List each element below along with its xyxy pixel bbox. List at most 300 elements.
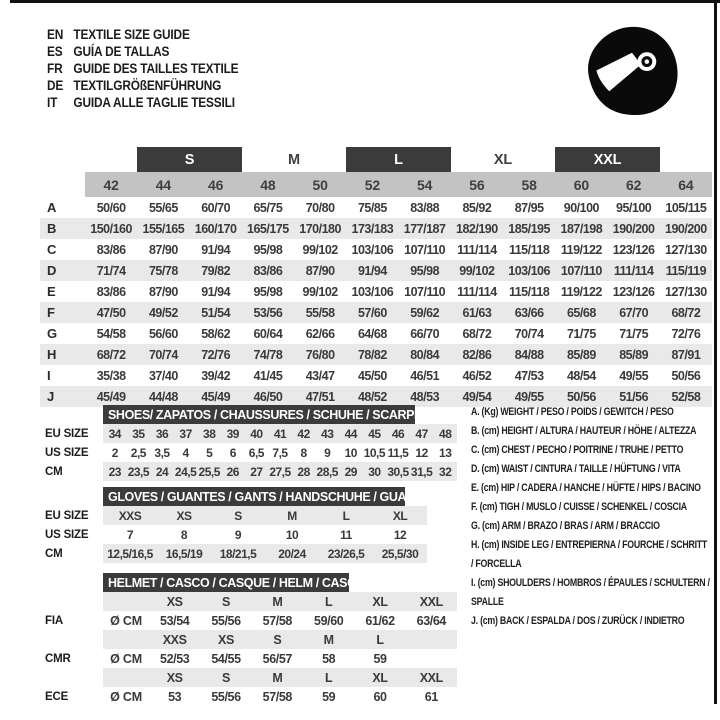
table-cell: 63/66 (514, 305, 544, 320)
table-cell: 47 (415, 426, 428, 441)
legend-item: D. (cm) WAIST / CINTURA / TAILLE / HÜFTUNG / VITA (471, 463, 681, 475)
table-cell: 53/56 (253, 305, 283, 320)
table-cell: 115/119 (665, 263, 707, 278)
row-label (45, 592, 103, 611)
row-letter: C (47, 242, 57, 257)
table-cell: 50/60 (96, 200, 126, 215)
diameter-cell: Ø CM (110, 651, 142, 666)
table-cell: 91/94 (201, 284, 231, 299)
table-cell: 57/58 (262, 689, 292, 704)
bottom-tables (45, 405, 457, 712)
table-cell: 111/114 (457, 284, 497, 299)
table-cell: 103/106 (351, 242, 394, 257)
table-cell: 71/75 (619, 326, 649, 341)
table-cell: 59 (373, 651, 387, 666)
size-number: 60 (573, 176, 589, 193)
table-cell: 55/56 (211, 689, 241, 704)
row-label: CMR (45, 652, 71, 665)
table-cell: 85/89 (619, 347, 649, 362)
table-cell: S (234, 508, 242, 523)
table-cell: 13 (439, 445, 452, 460)
language-code: DE (47, 78, 64, 93)
row-letter: F (47, 305, 55, 320)
legend-item: B. (cm) HEIGHT / ALTURA / HAUTEUR / HÖHE / ALTEZZA (471, 425, 697, 437)
size-group-xxl: XXL (555, 147, 660, 172)
table-cell: 83/86 (96, 284, 126, 299)
table-cell: 7 (126, 527, 134, 542)
table-cell: 38 (203, 426, 216, 441)
table-cell: 30 (368, 464, 381, 479)
table-cell: 95/98 (253, 284, 283, 299)
size-label-cell: XS (218, 632, 234, 647)
textile-rows (40, 197, 712, 407)
language-code: FR (47, 61, 63, 76)
table-cell: 9 (324, 445, 331, 460)
table-row (45, 506, 457, 525)
table-cell: 47/50 (96, 305, 126, 320)
table-cell: 3,5 (154, 445, 170, 460)
table-cell: 48/52 (357, 389, 387, 404)
table-cell: 160/170 (194, 221, 237, 236)
table-cell: 127/130 (665, 284, 707, 299)
table-row (45, 462, 457, 481)
table-cell: 72/76 (201, 347, 231, 362)
table-row (45, 544, 457, 563)
table-cell: 107/110 (404, 284, 446, 299)
language-row (47, 43, 238, 60)
table-cell: 9 (234, 527, 242, 542)
helmet-value-row (45, 687, 457, 706)
table-cell: 24,5 (174, 464, 197, 479)
table-cell: 18/21,5 (219, 546, 257, 561)
table-cell: 173/183 (351, 221, 394, 236)
table-cell: 46 (391, 426, 405, 441)
diameter-cell: Ø CM (110, 613, 142, 628)
row-band (103, 544, 427, 563)
size-label-cell: XXL (419, 594, 443, 609)
size-number: 56 (469, 176, 485, 193)
language-row (47, 26, 238, 43)
size-label-cell: M (272, 670, 283, 685)
table-cell: 53 (168, 689, 182, 704)
table-cell: 85/92 (462, 200, 492, 215)
table-cell: 79/82 (201, 263, 231, 278)
table-cell: 119/122 (560, 284, 602, 299)
row-band (103, 424, 457, 443)
table-cell: 25,5 (198, 464, 220, 479)
table-cell: 26 (226, 464, 239, 479)
table-cell: 54/55 (211, 651, 241, 666)
table-cell: 61 (424, 689, 438, 704)
size-label-cell: S (222, 594, 230, 609)
table-cell: 91/94 (357, 263, 387, 278)
size-number: 54 (417, 176, 433, 193)
table-cell: 8 (300, 445, 307, 460)
legend-item: H. (cm) INSIDE LEG / ENTREPIERNA / FOURCHE / SCHRITT / FORCELLA (471, 539, 708, 570)
row-label: CM (45, 547, 63, 560)
table-cell: 52/58 (671, 389, 701, 404)
table-cell: 51/54 (201, 305, 231, 320)
table-cell: 65/68 (566, 305, 596, 320)
table-cell: 2 (111, 445, 118, 460)
language-title-list (47, 26, 238, 111)
table-cell: 51/56 (619, 389, 649, 404)
table-cell: 85/89 (566, 347, 596, 362)
size-label-cell: L (376, 632, 384, 647)
table-cell: 50/56 (671, 368, 701, 383)
table-cell: 53/54 (160, 613, 190, 628)
shoes-table-title: SHOES/ ZAPATOS / CHAUSSURES / SCHUHE / SCARPE (103, 405, 415, 424)
table-cell: 29 (344, 464, 357, 479)
table-cell: 59/60 (314, 613, 344, 628)
table-cell: 41 (273, 426, 287, 441)
size-label-cell: M (323, 632, 334, 647)
numeric-size-band (85, 172, 712, 197)
table-cell: 44/48 (148, 389, 178, 404)
helmet-value-row (45, 611, 457, 630)
table-cell: 190/200 (665, 221, 707, 236)
table-cell: 99/102 (302, 284, 338, 299)
row-letter: E (47, 284, 56, 299)
table-cell: 8 (180, 527, 188, 542)
table-row (40, 218, 712, 239)
table-cell: 37 (179, 426, 192, 441)
table-cell: 46/52 (462, 368, 492, 383)
table-cell: 75/85 (357, 200, 387, 215)
table-row (40, 323, 712, 344)
table-cell: 50/56 (566, 389, 596, 404)
table-cell: 68/72 (462, 326, 492, 341)
table-cell: 87/91 (671, 347, 701, 362)
table-cell: 49/52 (148, 305, 178, 320)
helmet-value-row (45, 649, 457, 668)
table-cell: 95/98 (253, 242, 283, 257)
measurement-legend (471, 403, 711, 631)
table-cell: 70/80 (305, 200, 335, 215)
size-number: 62 (626, 176, 642, 193)
table-row (45, 525, 457, 544)
table-row (45, 424, 457, 443)
legend-item: G. (cm) ARM / BRAZO / BRAS / ARM / BRACCIO (471, 520, 660, 532)
table-row (40, 344, 712, 365)
table-cell: 84/88 (514, 347, 544, 362)
row-label: EU SIZE (45, 509, 89, 522)
table-cell: 49/55 (514, 389, 544, 404)
language-code: IT (47, 95, 58, 110)
helmet-rows (45, 592, 457, 706)
row-letter: B (47, 221, 57, 236)
table-cell: 75/78 (148, 263, 178, 278)
table-row (40, 302, 712, 323)
table-cell: 60/64 (253, 326, 283, 341)
table-cell: 87/90 (148, 242, 178, 257)
table-cell: 63/64 (416, 613, 446, 628)
table-cell: 43 (321, 426, 334, 441)
helmet-table-title: HELMET / CASCO / CASQUE / HELM / CASCO (103, 573, 349, 592)
table-cell: 54/58 (96, 326, 126, 341)
table-cell: 55/65 (148, 200, 178, 215)
table-cell: 71/75 (566, 326, 596, 341)
table-cell: 64/68 (357, 326, 387, 341)
table-cell: 60 (373, 689, 387, 704)
table-cell: 83/88 (410, 200, 440, 215)
size-number: 52 (364, 176, 380, 193)
table-cell: 155/165 (142, 221, 185, 236)
row-letter: I (47, 368, 51, 383)
row-label: ECE (45, 690, 69, 703)
table-cell: 35/38 (96, 368, 126, 383)
row-band (103, 462, 457, 481)
table-cell: 43/47 (305, 368, 335, 383)
table-cell: 55/56 (211, 613, 241, 628)
table-row (40, 197, 712, 218)
table-cell: 61/63 (462, 305, 492, 320)
size-number: 50 (312, 176, 328, 193)
table-cell: 87/95 (514, 200, 544, 215)
table-cell: XXS (118, 508, 142, 523)
row-label: US SIZE (45, 528, 89, 541)
table-cell: 45 (368, 426, 381, 441)
size-label-cell: XS (166, 670, 183, 685)
table-cell: 24 (155, 464, 169, 479)
table-cell: 45/49 (201, 389, 231, 404)
table-cell: 47/53 (514, 368, 544, 383)
table-cell: 80/84 (410, 347, 440, 362)
language-row (47, 94, 238, 111)
table-cell: 39/42 (201, 368, 231, 383)
table-cell: 11,5 (387, 445, 409, 460)
row-band (103, 611, 457, 630)
legend-item: F. (cm) TIGH / MUSLO / CUISSE / SCHENKEL / COSCIA (471, 501, 687, 513)
size-label-cell: XL (372, 670, 388, 685)
table-cell: 12 (415, 445, 428, 460)
table-cell: 103/106 (508, 263, 550, 278)
textile-size-table (40, 147, 712, 407)
table-cell: 28 (297, 464, 310, 479)
table-cell: 34 (108, 426, 121, 441)
size-label-cell: S (222, 670, 230, 685)
legend-item: E. (cm) HIP / CADERA / HANCHE / HÜFTE / HIPS / BACINO (471, 482, 701, 494)
row-label: US SIZE (45, 446, 89, 459)
helmet-table (45, 573, 457, 706)
size-label-cell: XL (372, 594, 388, 609)
table-cell: 44 (344, 426, 357, 441)
table-cell: 57/58 (262, 613, 292, 628)
table-cell: 91/94 (201, 242, 231, 257)
table-cell: 6,5 (248, 445, 264, 460)
table-cell: 187/198 (560, 221, 603, 236)
table-cell: 99/102 (459, 263, 495, 278)
table-cell: 16,5/19 (165, 546, 203, 561)
table-cell: 74/78 (253, 347, 283, 362)
table-cell: 68/72 (671, 305, 701, 320)
row-band (103, 506, 427, 525)
table-cell: 31,5 (410, 464, 433, 479)
row-letter: G (47, 326, 57, 341)
table-cell: 90/100 (563, 200, 599, 215)
guide-title: GUIDE DES TAILLES TEXTILE (73, 61, 239, 76)
guide-title: GUIDA ALLE TAGLIE TESSILI (73, 95, 235, 110)
table-cell: 95/100 (616, 200, 652, 215)
table-cell: 36 (155, 426, 169, 441)
table-cell: 87/90 (305, 263, 335, 278)
table-cell: 45/50 (357, 368, 387, 383)
language-code: EN (47, 27, 64, 42)
size-label-cell: M (272, 594, 283, 609)
row-letter: A (47, 200, 57, 215)
legend-item: J. (cm) BACK / ESPALDA / DOS / ZURÜCK / INDIETRO (471, 615, 685, 627)
table-cell: 5 (206, 445, 213, 460)
size-group-xl: XL (493, 151, 513, 168)
row-letter: J (47, 389, 55, 404)
size-number: 64 (678, 176, 694, 193)
table-cell: 185/195 (508, 221, 550, 236)
size-number: 46 (208, 176, 224, 193)
gloves-table-title: GLOVES / GUANTES / GANTS / HANDSCHUHE / GUANTI (103, 487, 405, 506)
table-cell: 47/51 (305, 389, 335, 404)
table-cell: XS (176, 508, 192, 523)
row-letter: D (47, 263, 57, 278)
size-number: 44 (155, 176, 171, 193)
table-row (40, 281, 712, 302)
table-cell: 119/122 (560, 242, 602, 257)
frame-border-top (10, 0, 720, 3)
table-cell: 57/60 (357, 305, 387, 320)
table-cell: 7,5 (272, 445, 288, 460)
table-cell: 23 (108, 464, 121, 479)
shoes-rows (45, 424, 457, 481)
table-cell: 66/70 (410, 326, 440, 341)
table-cell: 83/86 (96, 242, 126, 257)
table-cell: 58 (322, 651, 336, 666)
table-cell: 123/126 (612, 242, 655, 257)
table-cell: 49/55 (619, 368, 649, 383)
table-cell: 190/200 (612, 221, 655, 236)
table-cell: 55/58 (305, 305, 335, 320)
table-cell: 83/86 (253, 263, 283, 278)
table-cell: 87/90 (148, 284, 178, 299)
guide-title: TEXTILGRÖßENFÜHRUNG (73, 78, 222, 93)
table-cell: 150/160 (90, 221, 132, 236)
table-cell: 46/51 (410, 368, 440, 383)
table-cell: 123/126 (612, 284, 655, 299)
table-cell: 107/110 (560, 263, 602, 278)
table-row (45, 443, 457, 462)
table-cell: 99/102 (302, 242, 338, 257)
table-cell: 71/74 (96, 263, 126, 278)
legend-item: I. (cm) SHOULDERS / HOMBROS / ÉPAULES / SCHULTERN / SPALLE (471, 577, 710, 608)
frame-border-right (714, 0, 717, 704)
size-label-cell: XS (166, 594, 183, 609)
table-cell: 111/114 (613, 263, 654, 278)
table-cell: 115/118 (508, 242, 550, 257)
table-cell: 105/115 (665, 200, 707, 215)
table-cell: 10 (344, 445, 357, 460)
size-label-cell: L (325, 594, 333, 609)
table-cell: 10,5 (363, 445, 386, 460)
table-cell: 32 (439, 464, 452, 479)
table-cell: 25,5/30 (381, 546, 419, 561)
table-cell: 41/45 (253, 368, 283, 383)
table-cell: 10 (285, 527, 299, 542)
size-group-l: L (346, 147, 451, 172)
size-number: 48 (260, 176, 276, 193)
size-label-cell: XXS (162, 632, 187, 647)
table-cell: 70/74 (148, 347, 178, 362)
table-cell: 95/98 (410, 263, 440, 278)
table-cell: 42 (297, 426, 310, 441)
row-band (103, 525, 427, 544)
helmet-size-row (45, 668, 457, 687)
row-letter: H (47, 347, 57, 362)
table-cell: 115/118 (508, 284, 550, 299)
table-cell: 67/70 (619, 305, 649, 320)
table-cell: 52/53 (160, 651, 190, 666)
table-cell: 27 (250, 464, 263, 479)
table-cell: 56/60 (148, 326, 178, 341)
table-cell: 39 (226, 426, 239, 441)
legend-item: C. (cm) CHEST / PECHO / POITRINE / TRUHE / PETTO (471, 444, 684, 456)
table-row (40, 365, 712, 386)
table-cell: 23/26,5 (327, 546, 365, 561)
table-cell: M (287, 508, 297, 523)
table-cell: 35 (132, 426, 145, 441)
table-cell: 65/75 (253, 200, 283, 215)
table-cell: 30,5 (387, 464, 409, 479)
row-label: CM (45, 465, 63, 478)
table-cell: 82/86 (462, 347, 492, 362)
row-label (45, 668, 103, 687)
table-row (40, 260, 712, 281)
table-cell: 127/130 (665, 242, 707, 257)
table-cell: 48/53 (410, 389, 440, 404)
language-row (47, 60, 238, 77)
table-cell: 165/175 (247, 221, 289, 236)
table-cell: 61/62 (365, 613, 395, 628)
language-row (47, 77, 238, 94)
size-number: 58 (521, 176, 537, 193)
spacer (40, 147, 85, 172)
table-cell: 72/76 (671, 326, 701, 341)
row-band (103, 592, 457, 611)
row-band (103, 668, 457, 687)
guide-title: GUÍA DE TALLAS (73, 44, 170, 59)
table-cell: 60/70 (201, 200, 231, 215)
helmet-size-row (45, 592, 457, 611)
shoes-table (45, 405, 457, 481)
table-cell: 170/180 (299, 221, 341, 236)
table-cell: 37/40 (148, 368, 178, 383)
size-label-cell: L (325, 670, 333, 685)
table-cell: 40 (250, 426, 263, 441)
table-cell: 46/50 (253, 389, 283, 404)
table-cell: 68/72 (96, 347, 126, 362)
table-cell: 107/110 (404, 242, 446, 257)
row-band (103, 687, 457, 706)
table-cell: L (342, 508, 350, 523)
table-cell: 27,5 (269, 464, 291, 479)
table-cell: 6 (229, 445, 236, 460)
row-band (103, 630, 457, 649)
row-band (103, 649, 457, 668)
table-cell: 182/190 (456, 221, 498, 236)
table-cell: 12 (393, 527, 407, 542)
diameter-cell: Ø CM (110, 689, 142, 704)
table-cell: 45/49 (96, 389, 126, 404)
table-cell: 12,5/16,5 (107, 546, 153, 561)
table-cell: 76/80 (305, 347, 335, 362)
table-cell: 48 (439, 426, 452, 441)
